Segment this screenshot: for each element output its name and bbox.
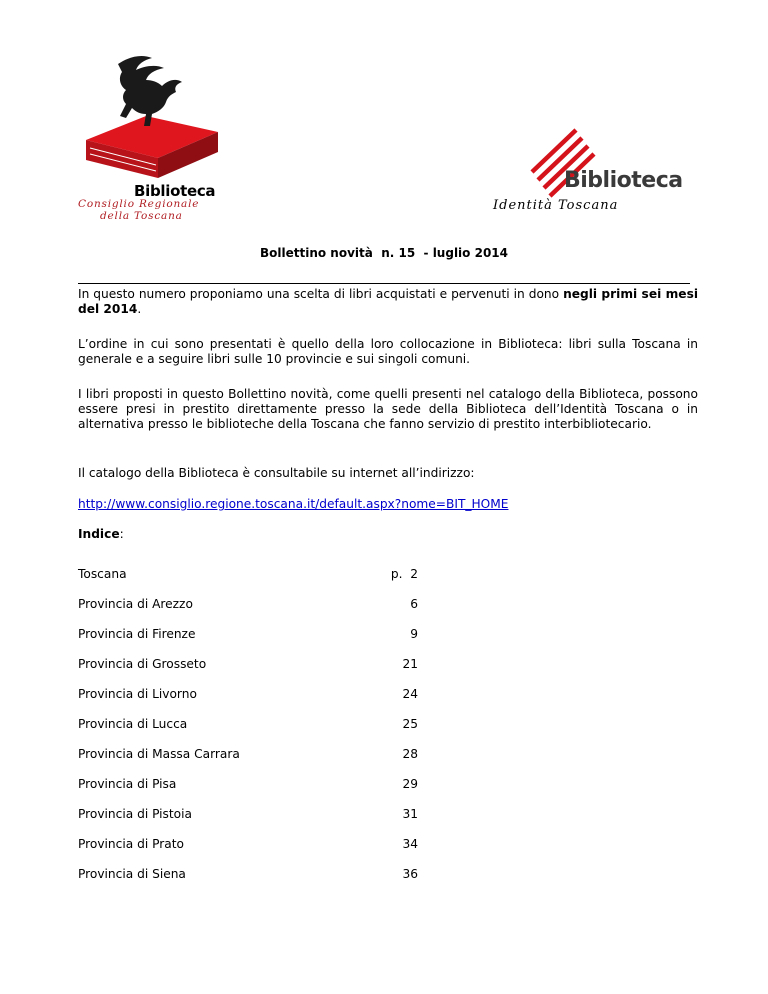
intro-paragraph (78, 287, 698, 317)
catalog-paragraph: Il catalogo della Biblioteca è consultabile su internet all’indirizzo: (78, 466, 475, 480)
loan-paragraph: I libri proposti in questo Bollettino novità, come quelli presenti nel catalogo della Biblioteca, possono essere presi in prestito direttamente presso la sede della Biblioteca dell’Identità Toscana o in alternativa presso le biblioteche della Toscana che fanno servizio di prestito interbibliotecario. (78, 387, 698, 431)
index-colon: : (119, 527, 124, 541)
toc-page: 28 (402, 747, 418, 761)
toc-page: p. 2 (390, 567, 418, 581)
order-paragraph: L’ordine in cui sono presentati è quello della loro collocazione in Biblioteca: libri sulla Toscana in generale e a seguire libri sulle 10 provincie e sui singoli comuni. (78, 337, 698, 366)
toc-page: 24 (402, 687, 418, 701)
logo-consiglio-regionale (78, 52, 228, 222)
left-logo-word: Biblioteca (134, 182, 216, 200)
bulletin-title: Bollettino novità n. 15 - luglio 2014 (259, 246, 508, 260)
toc-page: 31 (402, 807, 418, 821)
toc-label: Provincia di Siena (78, 867, 186, 881)
intro-end: . (137, 302, 142, 316)
table-of-contents (78, 567, 418, 897)
toc-row (78, 867, 418, 897)
toc-label: Provincia di Grosseto (78, 657, 207, 671)
toc-label: Toscana (78, 567, 127, 581)
toc-row (78, 837, 418, 867)
toc-row (78, 807, 418, 837)
toc-row (78, 687, 418, 717)
toc-row (78, 747, 418, 777)
left-logo-subtitle (78, 198, 228, 222)
toc-page: 21 (402, 657, 418, 671)
toc-row (78, 567, 418, 597)
intro-text: In questo numero proponiamo una scelta di libri acquistati e pervenuti in dono (78, 287, 564, 301)
toc-page: 34 (402, 837, 418, 851)
left-logo-subtitle-line1: Consiglio Regionale (78, 198, 200, 210)
toc-label: Provincia di Massa Carrara (78, 747, 240, 761)
toc-label: Provincia di Firenze (78, 627, 196, 641)
toc-page: 9 (410, 627, 418, 641)
right-logo-subtitle: Identità Toscana (493, 198, 619, 213)
intro-bold: negli primi sei mesi del 2014 (78, 287, 699, 316)
toc-page: 6 (410, 597, 418, 611)
toc-row (78, 777, 418, 807)
toc-page: 29 (402, 777, 418, 791)
toc-page: 25 (402, 717, 418, 731)
toc-label: Provincia di Pistoia (78, 807, 192, 821)
logo-identita-toscana (488, 128, 688, 218)
index-label: Indice (78, 527, 120, 541)
toc-row (78, 657, 418, 687)
toc-row (78, 717, 418, 747)
toc-row (78, 597, 418, 627)
toc-row (78, 627, 418, 657)
toc-label: Provincia di Pisa (78, 777, 177, 791)
title-divider (78, 283, 690, 284)
right-logo-word: Biblioteca (564, 168, 683, 193)
left-logo-subtitle-line2: della Toscana (100, 210, 183, 222)
toc-label: Provincia di Livorno (78, 687, 197, 701)
toc-label: Provincia di Arezzo (78, 597, 193, 611)
toc-label: Provincia di Lucca (78, 717, 188, 731)
catalog-link[interactable]: http://www.consiglio.regione.toscana.it/default.aspx?nome=BIT_HOME (78, 497, 509, 511)
pegasus-on-books-icon (78, 52, 228, 182)
index-heading (78, 527, 124, 542)
toc-page: 36 (402, 867, 418, 881)
toc-label: Provincia di Prato (78, 837, 184, 851)
